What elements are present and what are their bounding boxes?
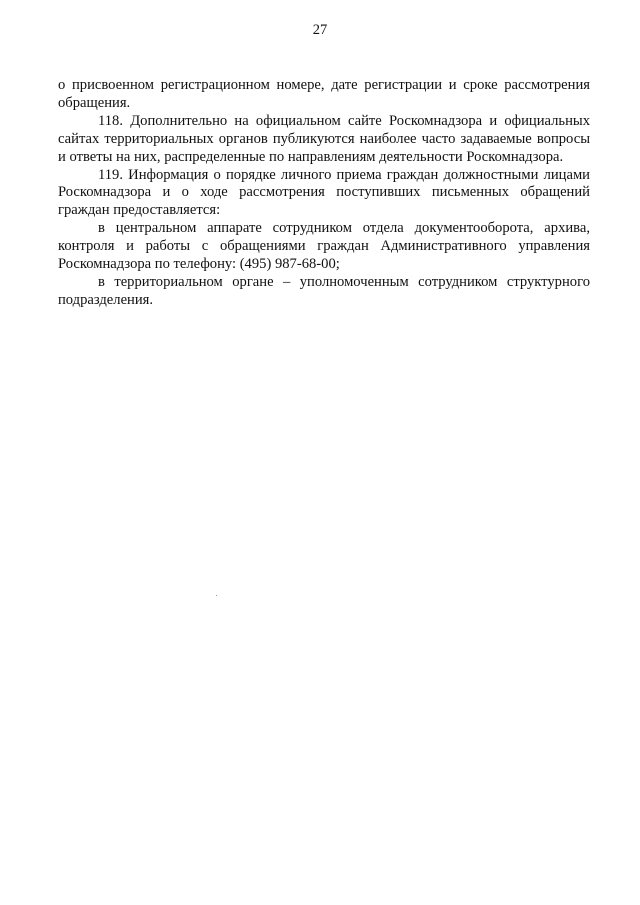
paragraph-118: 118. Дополнительно на официальном сайте Роскомнадзора и официальных сайтах территориальных органов публикуются наиболее часто задаваемые вопросы и ответы на них, распределенные по направлениям деятельности Роскомнадзора. [58, 112, 590, 165]
paragraph-119: 119. Информация о порядке личного приема граждан должностными лицами Роскомнадзора и о ходе рассмотрения поступивших письменных обращений граждан предоставляется: [58, 166, 590, 219]
page-number: 27 [312, 22, 328, 38]
document-body [58, 77, 590, 310]
paragraph-territorial-office: в территориальном органе – уполномоченным сотрудником структурного подразделения. [58, 273, 590, 308]
paragraph-central-office: в центральном аппарате сотрудником отдела документооборота, архива, контроля и работы с обращениями граждан Административного управления Роскомнадзора по телефону: (495) 987-68-00; [58, 220, 590, 273]
paragraph-continuation: о присвоенном регистрационном номере, дате регистрации и сроке рассмотрения обращения. [58, 77, 590, 111]
scan-speck [216, 595, 217, 596]
